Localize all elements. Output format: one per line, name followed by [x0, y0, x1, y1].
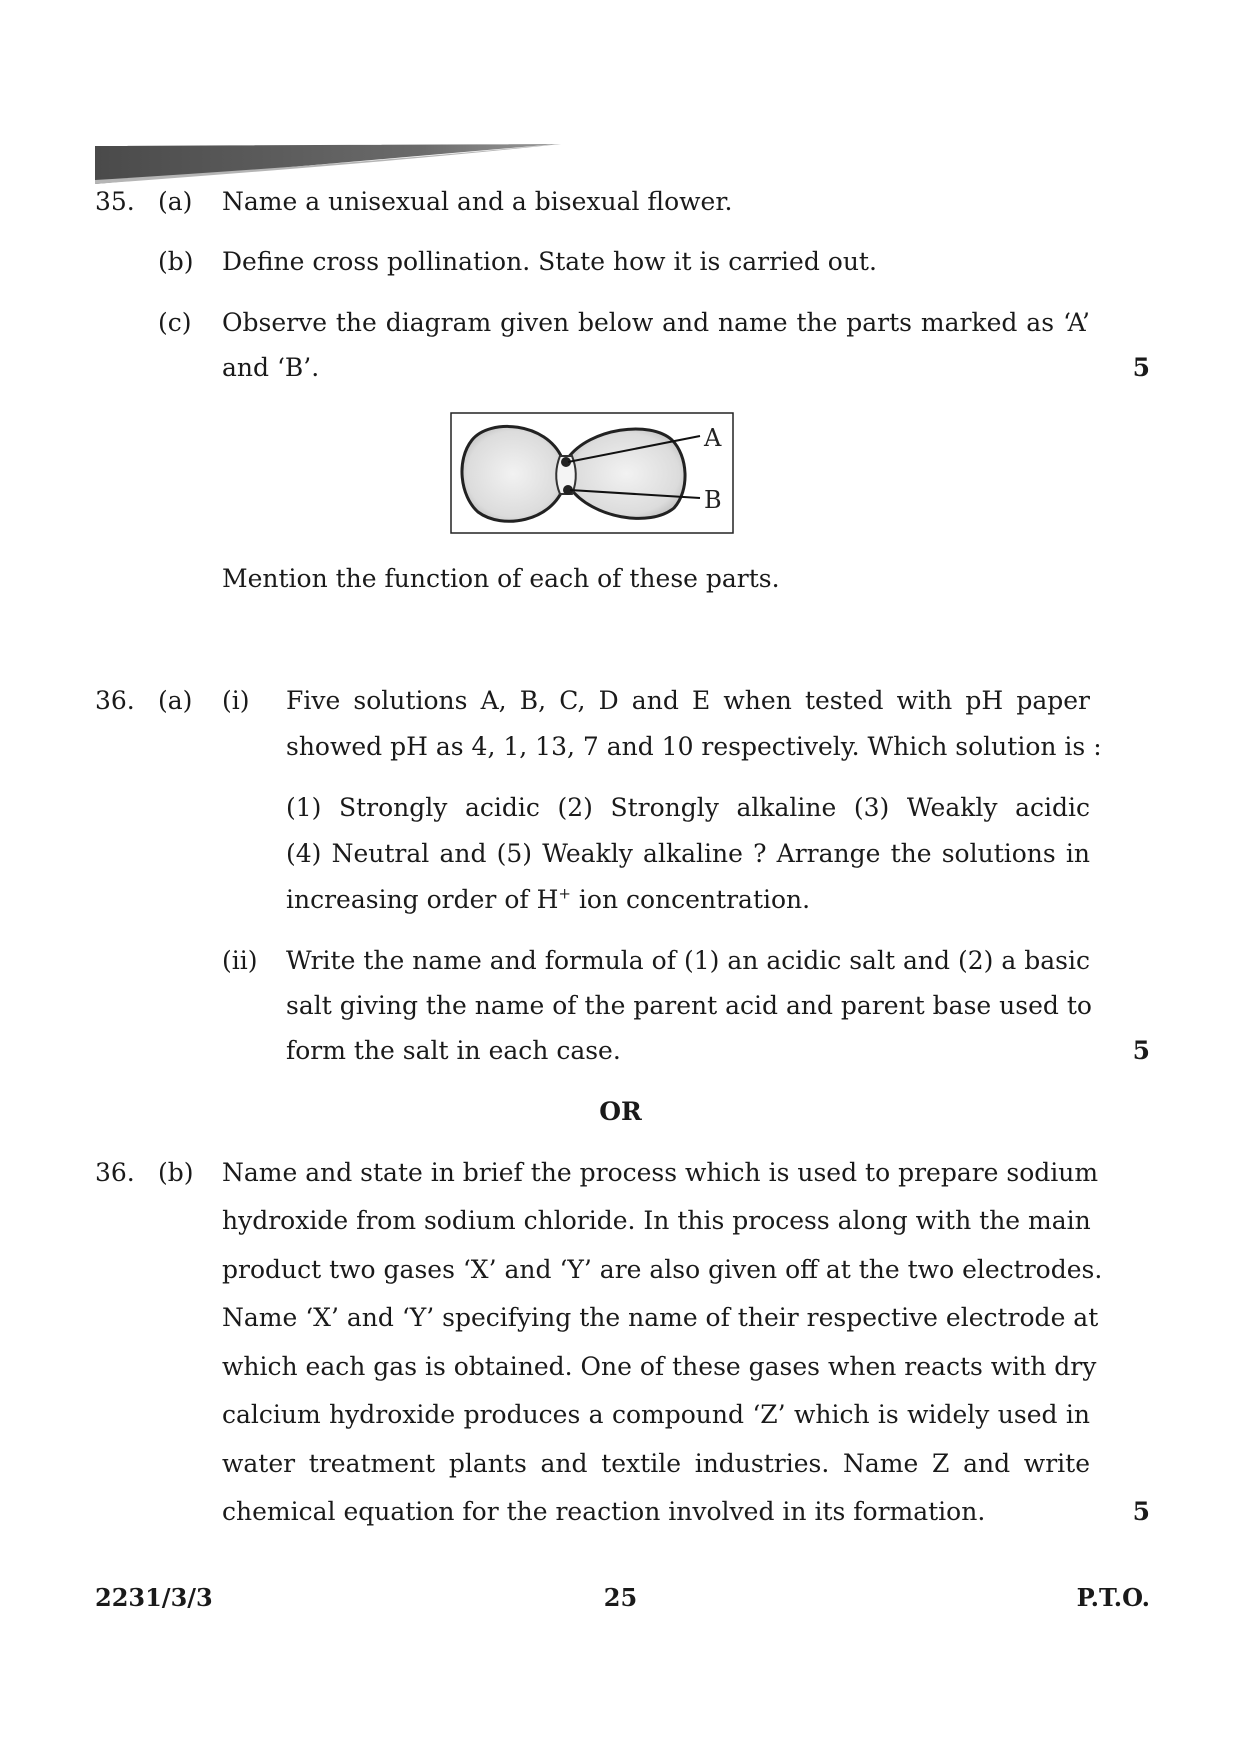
question-text: water treatment plants and textile industries. Name Z and write [222, 1449, 1090, 1478]
marks-badge: 5 [1132, 1036, 1150, 1065]
paper-code: 2231/3/3 [95, 1583, 213, 1612]
question-text: Mention the function of each of these parts. [222, 564, 780, 593]
question-text: calcium hydroxide produces a compound ‘Z’ which is widely used in [222, 1400, 1090, 1429]
question-text: product two gases ‘X’ and ‘Y’ are also given off at the two electrodes. [222, 1255, 1103, 1284]
question-text: increasing order of H+ ion concentration. [286, 884, 811, 914]
question-text: hydroxide from sodium chloride. In this process along with the main [222, 1206, 1091, 1235]
or-divider: OR [599, 1097, 642, 1126]
subpart-label: (i) [222, 686, 250, 715]
part-label: (b) [158, 1158, 194, 1187]
diagram-label-b: B [704, 486, 722, 514]
header-bar [95, 144, 565, 186]
question-text: (1) Strongly acidic (2) Strongly alkaline (3) Weakly acidic [286, 793, 1090, 822]
part-label: (a) [158, 686, 193, 715]
part-label: (a) [158, 187, 193, 216]
question-text: showed pH as 4, 1, 13, 7 and 10 respectively. Which solution is : [286, 732, 1102, 761]
question-text: Name and state in brief the process which is used to prepare sodium [222, 1158, 1099, 1187]
part-label: (b) [158, 247, 194, 276]
question-text: Name a unisexual and a bisexual flower. [222, 187, 733, 216]
question-text: Name ‘X’ and ‘Y’ specifying the name of their respective electrode at [222, 1303, 1099, 1332]
question-text: Write the name and formula of (1) an acidic salt and (2) a basic [286, 946, 1090, 975]
question-text: Five solutions A, B, C, D and E when tested with pH paper [286, 686, 1090, 715]
question-text: chemical equation for the reaction involved in its formation. [222, 1497, 986, 1526]
pollen-diagram [450, 412, 734, 534]
question-text: which each gas is obtained. One of these gases when reacts with dry [222, 1352, 1097, 1381]
question-text: form the salt in each case. [286, 1036, 621, 1065]
question-text: (4) Neutral and (5) Weakly alkaline ? Arrange the solutions in [286, 839, 1090, 868]
pto-label: P.T.O. [1076, 1583, 1150, 1612]
question-number: 35. [95, 187, 135, 216]
question-text: and ‘B’. [222, 353, 320, 382]
question-text: Observe the diagram given below and name the parts marked as ‘A’ [222, 308, 1090, 337]
marks-badge: 5 [1132, 353, 1150, 382]
question-number: 36. [95, 686, 135, 715]
subpart-label: (ii) [222, 946, 258, 975]
question-text: salt giving the name of the parent acid and parent base used to [286, 991, 1092, 1020]
part-label: (c) [158, 308, 192, 337]
question-number: 36. [95, 1158, 135, 1187]
question-text: Define cross pollination. State how it is carried out. [222, 247, 877, 276]
page-number: 25 [603, 1583, 638, 1612]
diagram-label-a: A [704, 424, 722, 452]
marks-badge: 5 [1132, 1497, 1150, 1526]
